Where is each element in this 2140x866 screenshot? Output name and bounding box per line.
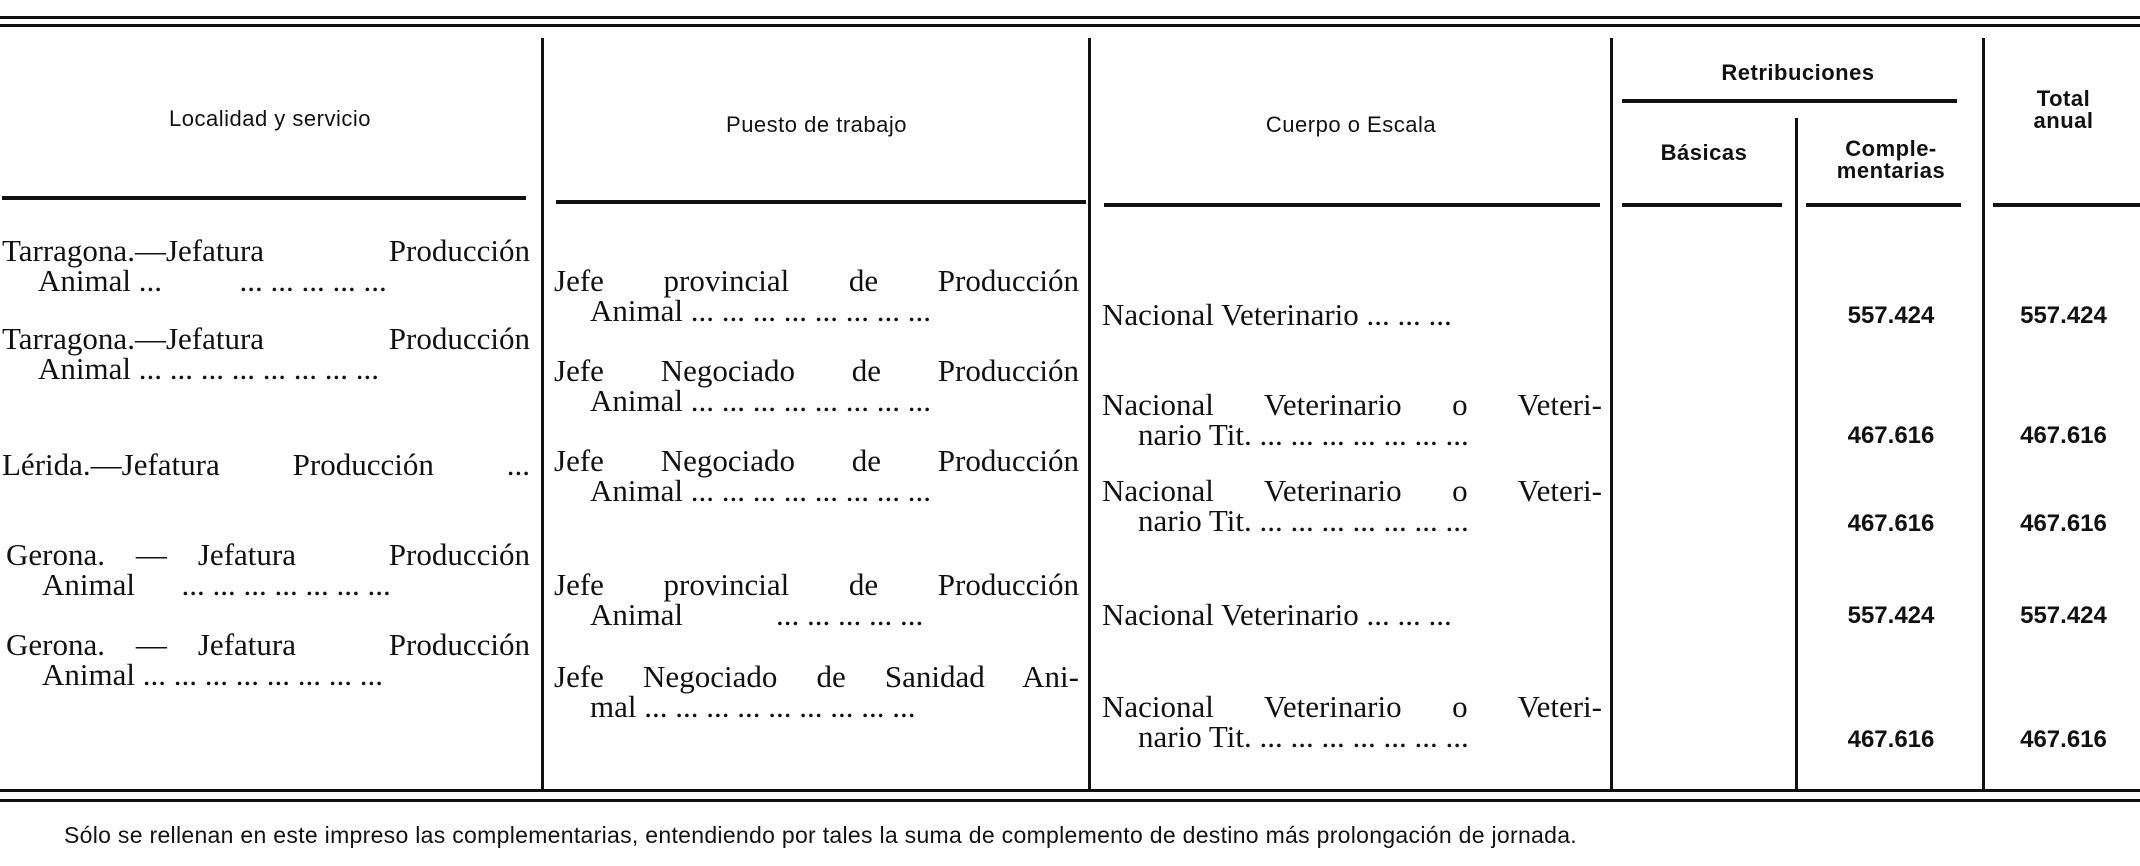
cell-complementarias-1: 557.424 (1847, 302, 1935, 329)
header-cuerpo: Cuerpo o Escala (1265, 112, 1437, 137)
cell-puesto-4: Jefe provincial de Producción Animal ... ... ... ... ... (554, 567, 1079, 632)
header-complementarias-line2: mentarias (1836, 158, 1946, 183)
cell-complementarias-2: 467.616 (1847, 422, 1935, 449)
header-rule-complementarias (1806, 203, 1961, 207)
top-rule-1 (0, 16, 2140, 19)
cell-puesto-3: Jefe Negociado de Producción Animal ... ... ... ... ... ... ... ... (554, 443, 1079, 508)
column-divider-4 (1795, 118, 1798, 790)
header-rule-total (1993, 203, 2140, 207)
cell-total-4: 557.424 (2020, 602, 2107, 629)
header-complementarias (1800, 138, 1982, 182)
cell-puesto-5: Jefe Negociado de Sanidad Ani- mal ... ... ... ... ... ... ... ... ... (554, 659, 1079, 724)
column-divider-3 (1610, 38, 1613, 790)
bottom-rule-2 (0, 799, 2140, 802)
cell-localidad-3: Lérida.—Jefatura Producción ... (2, 447, 530, 482)
header-localidad: Localidad y servicio (169, 106, 371, 131)
cell-cuerpo-1: Nacional Veterinario ... ... ... (1102, 297, 1452, 332)
header-complementarias-line1: Comple- (1845, 136, 1937, 161)
cell-total-5: 467.616 (2020, 726, 2107, 753)
cell-puesto-1: Jefe provincial de Producción Animal ... ... ... ... ... ... ... ... (554, 263, 1079, 328)
cell-puesto-2: Jefe Negociado de Producción Animal ... ... ... ... ... ... ... ... (554, 353, 1079, 418)
column-divider-5 (1982, 38, 1985, 790)
cell-localidad-1: Tarragona.—Jefatura Producción Animal ... ... ... ... ... ... (2, 233, 530, 298)
cell-localidad-4: Gerona. — Jefatura Producción Animal ... ... ... ... ... ... ... (6, 537, 530, 602)
cell-total-3: 467.616 (2020, 510, 2107, 537)
header-puesto: Puesto de trabajo (726, 112, 907, 137)
header-rule-localidad (2, 196, 526, 200)
cell-complementarias-4: 557.424 (1847, 602, 1935, 629)
header-total-line1: Total (2036, 86, 2091, 111)
retribuciones-underline (1622, 99, 1957, 103)
header-rule-basicas (1622, 203, 1782, 207)
cell-cuerpo-4: Nacional Veterinario ... ... ... (1102, 597, 1452, 632)
cell-localidad-2: Tarragona.—Jefatura Producción Animal ... ... ... ... ... ... ... ... (2, 321, 530, 386)
cell-localidad-5: Gerona. — Jefatura Producción Animal ... ... ... ... ... ... ... ... (6, 627, 530, 692)
header-retribuciones: Retribuciones (1721, 60, 1875, 85)
header-basicas: Básicas (1660, 140, 1748, 165)
header-rule-cuerpo (1104, 203, 1600, 207)
cell-total-2: 467.616 (2020, 422, 2107, 449)
header-total-anual (1987, 88, 2140, 132)
cell-cuerpo-3: Nacional Veterinario o Veteri- nario Tit. ... ... ... ... ... ... ... (1102, 473, 1602, 538)
cell-complementarias-5: 467.616 (1847, 726, 1935, 753)
cell-cuerpo-2: Nacional Veterinario o Veteri- nario Tit. ... ... ... ... ... ... ... (1102, 387, 1602, 452)
header-rule-puesto (556, 200, 1086, 204)
header-total-line2: anual (2033, 108, 2094, 133)
cell-cuerpo-5: Nacional Veterinario o Veteri- nario Tit. ... ... ... ... ... ... ... (1102, 689, 1602, 754)
column-divider-2 (1088, 38, 1091, 790)
top-rule-2 (0, 24, 2140, 27)
column-divider-1 (541, 38, 544, 790)
cell-complementarias-3: 467.616 (1847, 510, 1935, 537)
footnote: Sólo se rellenan en este impreso las complementarias, entendiendo por tales la suma de complemento de destino más prolongación de jornada. (64, 822, 1577, 848)
bottom-rule-1 (0, 789, 2140, 792)
cell-total-1: 557.424 (2020, 302, 2107, 329)
